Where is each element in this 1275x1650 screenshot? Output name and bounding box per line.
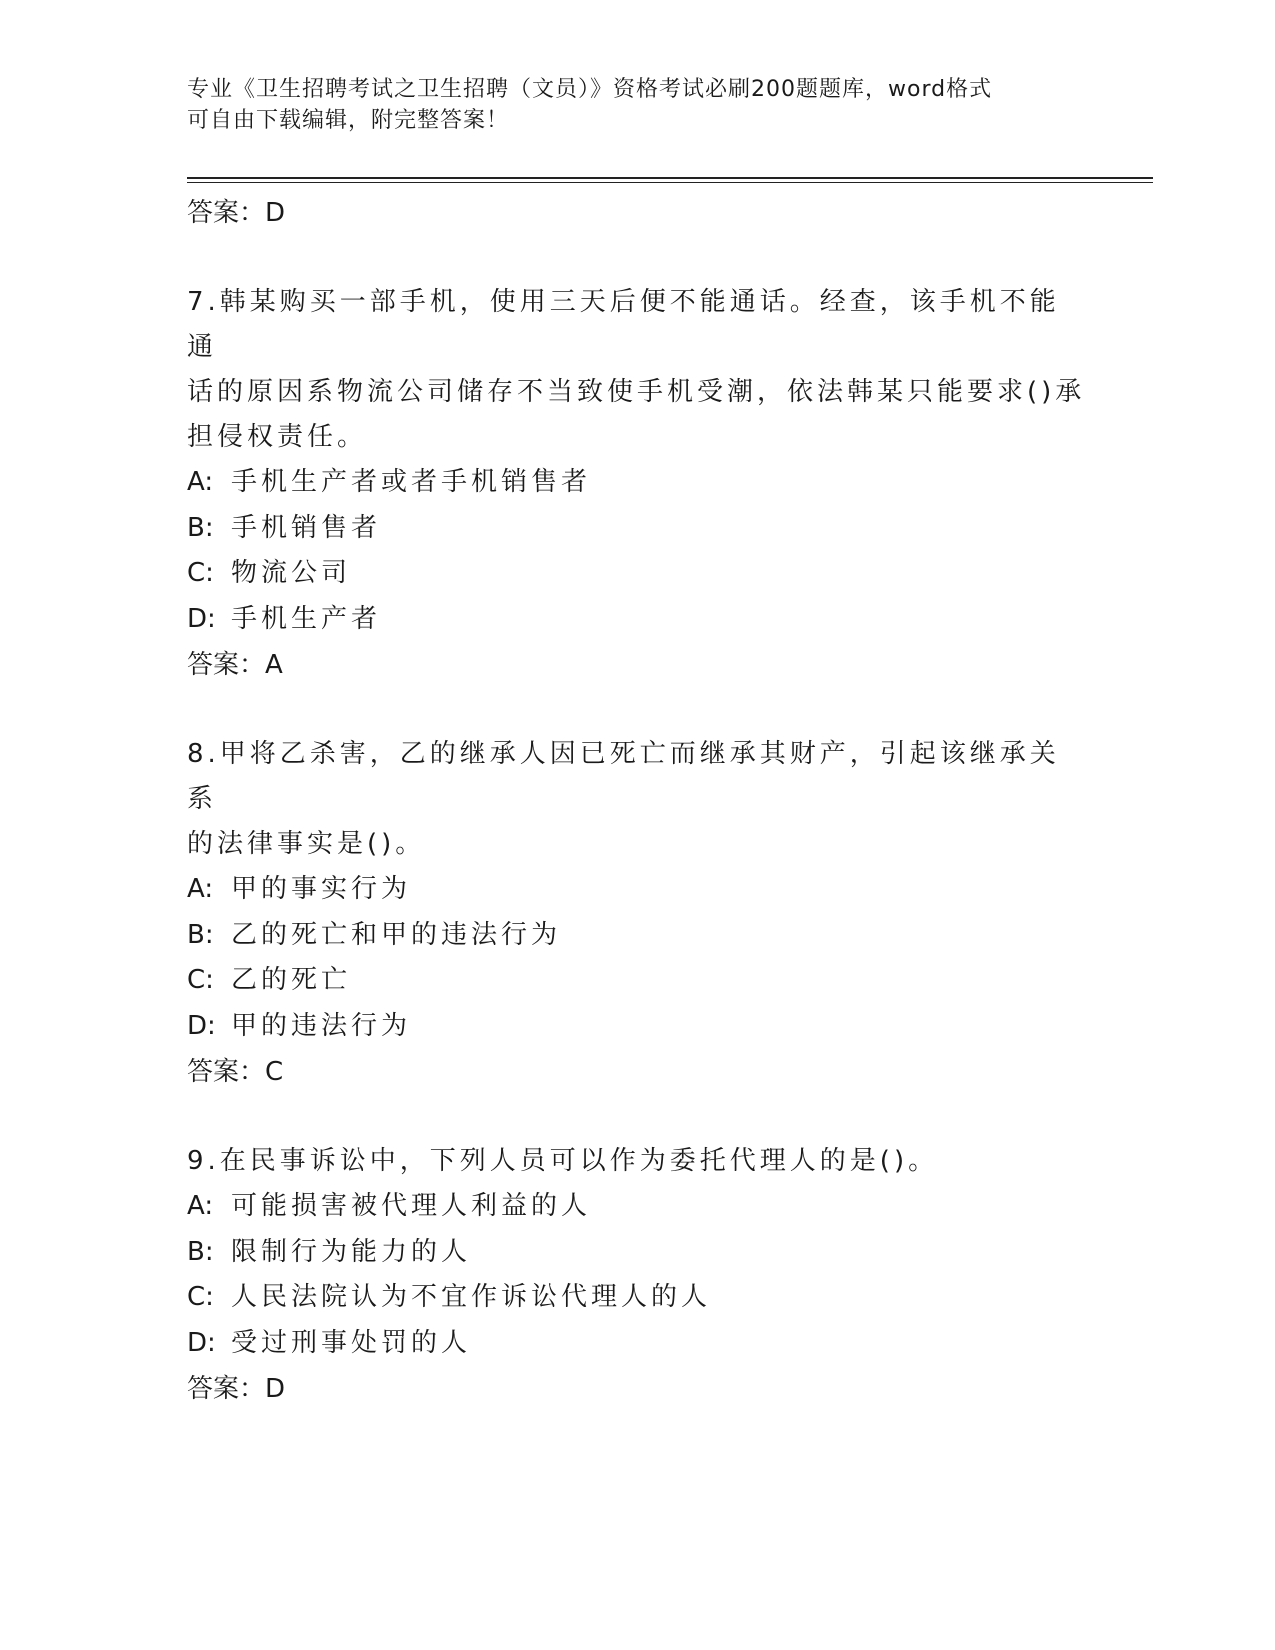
question-stem <box>187 280 1087 460</box>
header-line-1: 专业《卫生招聘考试之卫生招聘（文员）》资格考试必刷200题题库，word格式 <box>187 77 993 102</box>
option-d <box>187 1321 1087 1367</box>
option-letter: C: <box>187 1282 214 1312</box>
header-rule-thin <box>187 182 1153 183</box>
answer-line: 答案：D <box>187 1374 286 1404</box>
option-c <box>187 1275 1087 1321</box>
header-rule-thick <box>187 177 1153 179</box>
option-text: 可能损害被代理人利益的人 <box>231 1191 592 1221</box>
question-list <box>187 190 1087 1412</box>
stem-line: 8.甲将乙杀害，乙的继承人因已死亡而继承其财产，引起该继承关系 <box>187 739 1060 814</box>
option-letter: A: <box>187 467 214 497</box>
option-text: 人民法院认为不宜作诉讼代理人的人 <box>231 1282 712 1312</box>
answer-line: 答案：A <box>187 650 283 680</box>
option-text: 乙的死亡和甲的违法行为 <box>231 919 562 950</box>
stem-line: 7.韩某购买一部手机，使用三天后便不能通话。经查，该手机不能通 <box>187 287 1060 362</box>
option-letter: D: <box>187 1327 216 1358</box>
question-block <box>187 280 1087 688</box>
option-letter: B: <box>187 1236 214 1267</box>
option-text: 手机生产者 <box>231 603 382 634</box>
answer-line: 答案：C <box>187 1057 284 1087</box>
option-a <box>187 867 1087 913</box>
question-block <box>187 1139 1087 1412</box>
option-b <box>187 1230 1087 1276</box>
option-text: 限制行为能力的人 <box>231 1236 472 1267</box>
option-a <box>187 460 1087 506</box>
option-text: 甲的违法行为 <box>231 1010 412 1041</box>
header-line-2: 可自由下载编辑，附完整答案！ <box>187 108 510 133</box>
option-text: 物流公司 <box>231 558 352 588</box>
option-letter: A: <box>187 874 214 904</box>
option-text: 甲的事实行为 <box>231 874 412 904</box>
option-letter: B: <box>187 512 214 543</box>
stem-line: 的法律事实是()。 <box>187 829 426 859</box>
option-d <box>187 597 1087 643</box>
option-letter: A: <box>187 1191 214 1221</box>
option-text: 手机生产者或者手机销售者 <box>231 467 592 497</box>
option-c <box>187 551 1087 597</box>
option-d <box>187 1004 1087 1050</box>
stem-line: 担侵权责任。 <box>187 422 368 452</box>
option-text: 乙的死亡 <box>231 965 352 995</box>
option-b <box>187 506 1087 552</box>
question-block <box>187 732 1087 1095</box>
option-letter: D: <box>187 603 216 634</box>
document-header <box>187 74 1067 136</box>
option-c <box>187 958 1087 1004</box>
stem-line: 话的原因系物流公司储存不当致使手机受潮，依法韩某只能要求()承 <box>187 377 1086 407</box>
option-text: 手机销售者 <box>231 512 382 543</box>
answer-line: 答案：D <box>187 198 286 228</box>
question-stem <box>187 1139 1087 1184</box>
option-letter: D: <box>187 1010 216 1041</box>
option-letter: C: <box>187 965 214 995</box>
option-text: 受过刑事处罚的人 <box>231 1327 472 1358</box>
option-letter: B: <box>187 919 214 950</box>
option-a <box>187 1184 1087 1230</box>
option-b <box>187 913 1087 959</box>
stem-line: 9.在民事诉讼中，下列人员可以作为委托代理人的是()。 <box>187 1146 939 1176</box>
option-letter: C: <box>187 558 214 588</box>
question-stem <box>187 732 1087 867</box>
